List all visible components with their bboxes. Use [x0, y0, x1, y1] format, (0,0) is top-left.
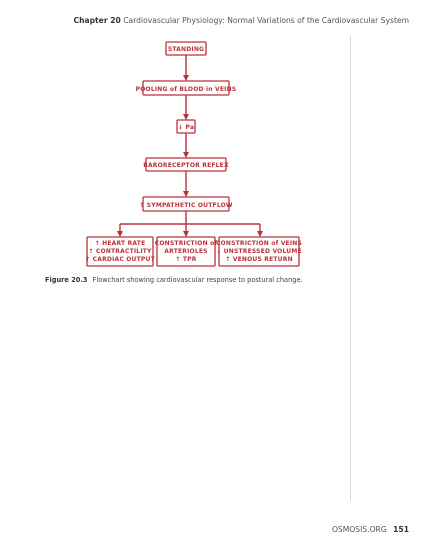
figure-caption-text: Flowchart showing cardiovascular response to postural change.: [92, 276, 303, 284]
footer-site[interactable]: OSMOSIS.ORG: [331, 525, 387, 534]
figure-caption: [45, 276, 303, 284]
node-sympathetic: ↑ SYMPATHETIC OUTFLOW: [139, 202, 233, 209]
chapter-label: Chapter 20: [73, 16, 121, 25]
figure-label: Figure 20.3: [45, 276, 88, 284]
heart-line-3: ↑ CARDIAC OUTPUT: [85, 256, 155, 263]
chapter-title: Cardiovascular Physiology: Normal Variations of the Cardiovascular System: [123, 16, 409, 25]
veins-line-3: ↑ VENOUS RETURN: [225, 256, 293, 263]
heart-line-1: ↑ HEART RATE: [94, 240, 146, 247]
arterioles-line-2: ARTERIOLES: [164, 248, 208, 255]
heart-line-2: ↑ CONTRACTILITY: [88, 248, 152, 255]
arterioles-line-1: CONSTRICTION of: [154, 240, 218, 247]
node-standing: STANDING: [167, 46, 205, 53]
node-pa: ↓ Pa: [177, 124, 195, 131]
veins-line-2: ↓ UNSTRESSED VOLUME: [216, 248, 302, 255]
node-baroreceptor: BARORECEPTOR REFLEX: [143, 162, 229, 169]
arterioles-line-3: ↑ TPR: [175, 256, 197, 263]
page-footer: [332, 525, 409, 534]
page-number: 151: [393, 525, 409, 534]
node-pooling: POOLING of BLOOD in VEINS: [135, 86, 237, 93]
veins-line-1: CONSTRICTION of VEINS: [215, 240, 303, 247]
